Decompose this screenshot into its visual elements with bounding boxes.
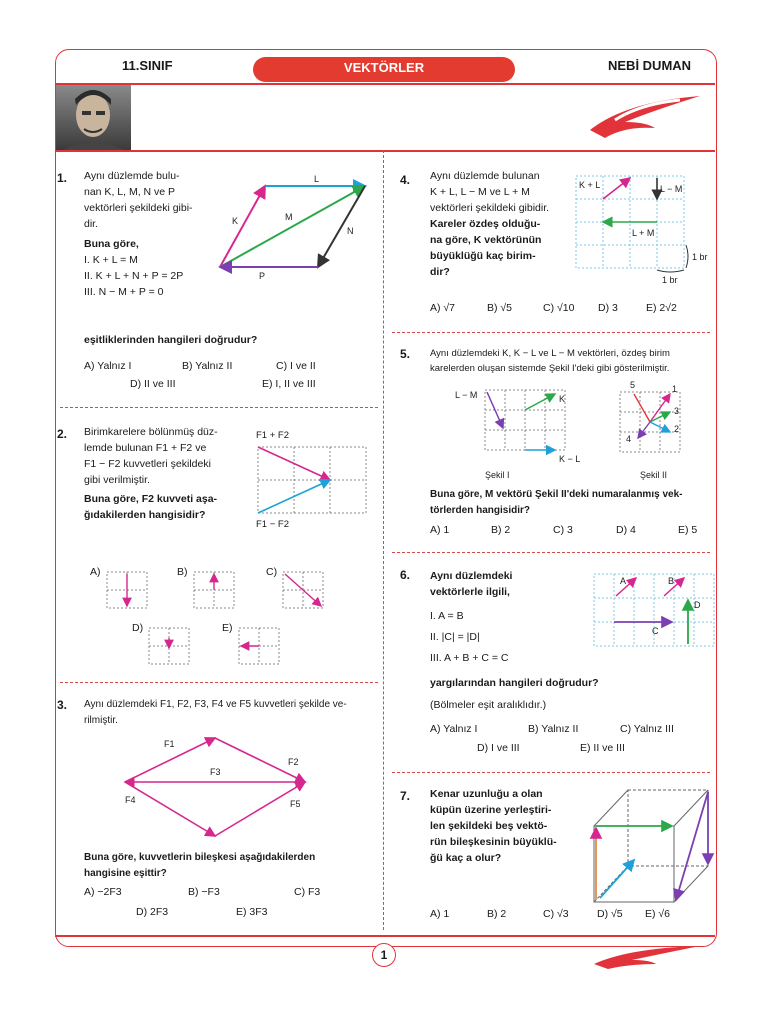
svg-text:Şekil II: Şekil II: [640, 470, 668, 480]
q7-option-c[interactable]: C) √3: [543, 908, 569, 920]
column-divider: [383, 150, 385, 930]
q6-items: I. A = B II. |C| = |D| III. A + B + C = C: [430, 610, 509, 664]
question-number: 3.: [57, 698, 68, 712]
q3-option-e[interactable]: E) 3F3: [236, 906, 268, 918]
question-separator: [60, 407, 378, 408]
q3-option-a[interactable]: A) −2F3: [84, 886, 122, 898]
label-p: P: [259, 271, 266, 281]
svg-text:4: 4: [626, 434, 632, 444]
q6-text: Aynı düzlemdeki vektörlerle ilgili,: [430, 570, 513, 598]
q4-option-a[interactable]: A) √7: [430, 302, 456, 314]
question-separator: [60, 682, 378, 683]
q5-option-a[interactable]: A) 1: [430, 524, 450, 536]
q7-option-e[interactable]: E) √6: [645, 908, 671, 920]
q6-option-c[interactable]: C) Yalnız III: [620, 723, 674, 735]
q7-option-d[interactable]: D) √5: [597, 908, 623, 920]
svg-text:K − L: K − L: [559, 454, 581, 464]
q5-question: Buna göre, M vektörü Şekil II'deki numaralanmış vek- törlerden hangisidir?: [430, 489, 683, 516]
q1-option-d[interactable]: D) II ve III: [130, 378, 176, 390]
q1-option-a[interactable]: A) Yalnız I: [84, 360, 132, 372]
q1-text: Aynı düzlemde bulu- nan K, L, M, N ve P vektörleri şekildeki gibi- dir. Buna göre, I. K + L = M II. K + L + N + P = 2P III. N − M + P = 0: [84, 170, 193, 298]
q4-text: Aynı düzlemde bulunan K + L, L − M ve L + M vektörleri şekildeki gibidir. Kareler özdeş olduğu- na göre, K vektörünün büyüklüğü kaç birim- dir?: [430, 170, 550, 278]
author-photo: [56, 85, 131, 150]
svg-text:A: A: [620, 576, 627, 586]
svg-text:F5: F5: [290, 799, 301, 809]
question-number: 6.: [400, 568, 411, 582]
q2-option-b-figure[interactable]: [194, 572, 234, 608]
svg-text:F4: F4: [125, 795, 136, 805]
q6-option-a[interactable]: A) Yalnız I: [430, 723, 478, 735]
svg-text:L + M: L + M: [632, 228, 655, 238]
label-n: N: [347, 226, 354, 236]
q2-option-e-figure[interactable]: [239, 628, 279, 664]
svg-text:5: 5: [630, 380, 636, 390]
svg-text:3: 3: [674, 406, 680, 416]
label-m: M: [285, 212, 293, 222]
svg-text:L − M: L − M: [455, 390, 478, 400]
q5-option-d[interactable]: D) 4: [616, 524, 636, 536]
q2-option-d[interactable]: D): [132, 622, 144, 634]
question-separator: [392, 772, 710, 773]
question-separator: [392, 332, 710, 333]
svg-text:K: K: [559, 394, 566, 404]
question-number: 7.: [400, 789, 411, 803]
q1-option-e[interactable]: E) I, II ve III: [262, 378, 316, 390]
q6-option-d[interactable]: D) I ve III: [477, 742, 520, 754]
q5-figure-2: [620, 380, 700, 480]
q6-option-b[interactable]: B) Yalnız II: [528, 723, 579, 735]
question-number: 4.: [400, 173, 411, 187]
q4-option-d[interactable]: D) 3: [598, 302, 618, 314]
header-divider: [55, 83, 715, 85]
q6-note: (Bölmeler eşit aralıklıdır.): [430, 699, 547, 711]
q3-figure: [120, 735, 310, 841]
q5-option-b[interactable]: B) 2: [491, 524, 511, 536]
q7-option-b[interactable]: B) 2: [487, 908, 507, 920]
q1-option-c[interactable]: C) I ve II: [276, 360, 316, 372]
q5-option-c[interactable]: C) 3: [553, 524, 573, 536]
question-number: 5.: [400, 347, 411, 361]
q2-option-c-figure[interactable]: [283, 572, 323, 608]
svg-text:C: C: [652, 626, 659, 636]
q7-option-a[interactable]: A) 1: [430, 908, 450, 920]
content-top-divider: [55, 150, 715, 152]
q7-cube-figure: [590, 786, 716, 904]
svg-text:D: D: [694, 600, 701, 610]
q3-option-d[interactable]: D) 2F3: [136, 906, 169, 918]
q6-option-e[interactable]: E) II ve III: [580, 742, 625, 754]
question-number: 2.: [57, 427, 68, 441]
footer-divider: [55, 935, 715, 937]
q4-figure: [576, 176, 716, 285]
label-k: K: [232, 216, 239, 226]
q1-option-b[interactable]: B) Yalnız II: [182, 360, 233, 372]
q2-option-e[interactable]: E): [222, 622, 233, 634]
q2-option-a[interactable]: A): [90, 566, 101, 578]
q4-option-e[interactable]: E) 2√2: [646, 302, 677, 314]
svg-text:F2: F2: [288, 757, 299, 767]
q3-option-b[interactable]: B) −F3: [188, 886, 220, 898]
q4-option-b[interactable]: B) √5: [487, 302, 513, 314]
svg-text:1: 1: [672, 384, 678, 394]
label-l: L: [314, 174, 320, 184]
q5-text: Aynı düzlemdeki K, K − L ve L − M vektörleri, özdeş birim karelerden oluşan sistemde Şekil I'deki gibi gösterilmiştir.: [430, 348, 670, 374]
q6-figure: [594, 574, 714, 646]
q2-option-d-figure[interactable]: [149, 628, 189, 664]
q2-label-diff: F1 − F2: [256, 519, 289, 530]
question-number: 1.: [57, 171, 68, 185]
svg-text:L − M: L − M: [660, 184, 683, 194]
q2-option-c[interactable]: C): [266, 566, 278, 578]
brand-logo: [585, 92, 703, 140]
page-number: 1: [372, 943, 396, 967]
q2-text: Birimkarelere bölünmüş düz- lemde bulunan F1 + F2 ve F1 − F2 kuvvetleri şekildeki gibi verilmiştir. Buna göre, F2 kuvveti aşa- ğıdakilerden hangisidir?: [84, 426, 218, 521]
q5-figure-1: [455, 390, 581, 480]
svg-text:F3: F3: [210, 767, 221, 777]
svg-text:F1: F1: [164, 739, 175, 749]
svg-text:2: 2: [674, 424, 680, 434]
q2-label-sum: F1 + F2: [256, 430, 289, 441]
q3-question: Buna göre, kuvvetlerin bileşkesi aşağıdakilerden hangisine eşittir?: [84, 852, 316, 879]
q1-question: eşitliklerinden hangileri doğrudur?: [84, 334, 258, 346]
grade-label: 11.SINIF: [122, 58, 173, 73]
q4-option-c[interactable]: C) √10: [543, 302, 575, 314]
question-separator: [392, 552, 710, 553]
footer-logo: [590, 944, 702, 970]
svg-text:K + L: K + L: [579, 180, 601, 190]
svg-text:B: B: [668, 576, 675, 586]
q3-option-c[interactable]: C) F3: [294, 886, 321, 898]
page-title: VEKTÖRLER: [253, 57, 515, 82]
q3-text: Aynı düzlemdeki F1, F2, F3, F4 ve F5 kuvvetleri şekilde ve- rilmiştir.: [84, 699, 347, 726]
q2-option-a-figure[interactable]: [107, 572, 147, 608]
q7-text: Kenar uzunluğu a olan küpün üzerine yerleştiri- len şekildeki beş vektö- rün bileşkesinin büyüklü- ğü kaç a olur?: [430, 788, 557, 864]
q2-figure: [258, 447, 366, 513]
q6-question: yargılarından hangileri doğrudur?: [430, 677, 599, 689]
q2-option-b[interactable]: B): [177, 566, 188, 578]
q1-figure: [215, 172, 375, 281]
svg-text:1 br: 1 br: [662, 275, 678, 285]
q5-option-e[interactable]: E) 5: [678, 524, 698, 536]
svg-text:Şekil I: Şekil I: [485, 470, 510, 480]
author-name: NEBİ DUMAN: [608, 58, 692, 73]
svg-text:1 br: 1 br: [692, 252, 708, 262]
